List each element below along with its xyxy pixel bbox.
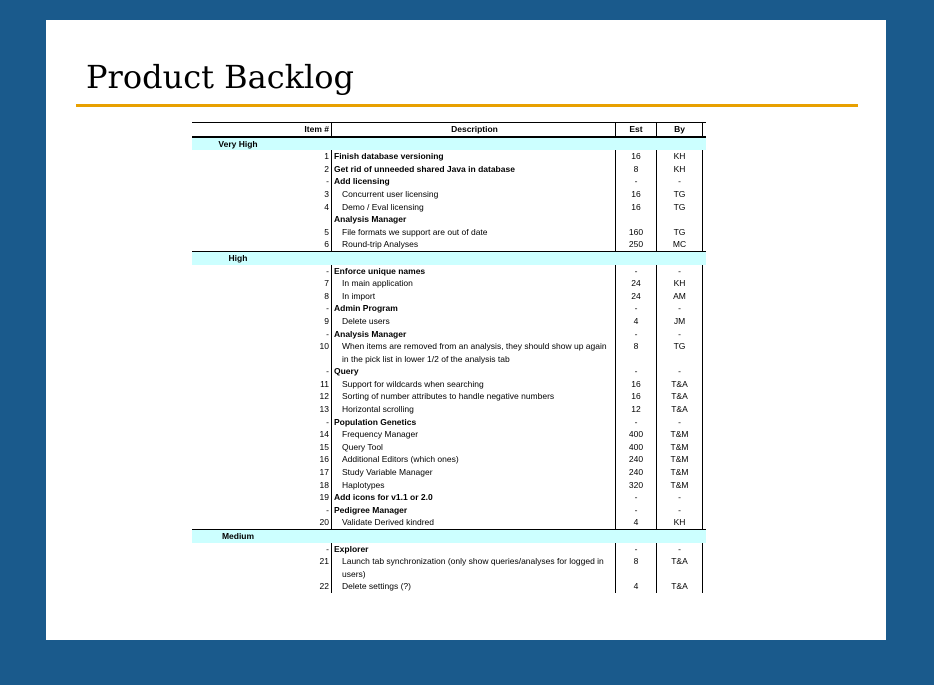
item-description: Horizontal scrolling (342, 404, 414, 415)
header-category (192, 123, 284, 136)
table-row (192, 543, 706, 556)
row-category-cell (192, 302, 284, 315)
item-description: Launch tab synchronization (only show queries/analyses for logged in users) (342, 556, 604, 579)
item-description: Population Genetics (334, 416, 417, 427)
item-owner: - (657, 416, 703, 429)
item-estimate: - (615, 175, 657, 188)
category-label: Very High (218, 138, 258, 149)
item-estimate: 4 (615, 580, 657, 593)
item-owner: - (657, 365, 703, 378)
row-category-cell (192, 466, 284, 479)
item-owner: - (657, 175, 703, 188)
item-number: 3 (284, 188, 332, 201)
table-header-row (192, 122, 706, 137)
table-row (192, 580, 706, 593)
category-row (192, 529, 706, 543)
item-estimate: 250 (615, 238, 657, 251)
item-owner: TG (657, 201, 703, 214)
item-estimate: 400 (615, 428, 657, 441)
table-row (192, 226, 706, 239)
row-category-cell (192, 163, 284, 176)
header-item: Item # (284, 123, 332, 136)
item-estimate: - (615, 328, 657, 341)
table-row (192, 390, 706, 403)
table-row (192, 441, 706, 454)
item-number: 2 (284, 163, 332, 176)
item-estimate: 8 (615, 163, 657, 176)
row-category-cell (192, 555, 284, 580)
item-number: 15 (284, 441, 332, 454)
item-estimate (615, 213, 657, 226)
item-owner: T&A (657, 390, 703, 403)
table-row (192, 516, 706, 529)
item-number: - (284, 265, 332, 278)
item-estimate: 16 (615, 378, 657, 391)
item-description: In main application (342, 278, 413, 289)
slide (46, 20, 886, 640)
item-owner: T&M (657, 441, 703, 454)
item-estimate: - (615, 491, 657, 504)
item-description: Concurrent user licensing (342, 188, 439, 199)
table-row (192, 213, 706, 226)
item-number: 13 (284, 403, 332, 416)
item-number: 7 (284, 277, 332, 290)
item-number: 6 (284, 238, 332, 251)
item-description: Explorer (334, 543, 369, 554)
table-row (192, 466, 706, 479)
title-underline (76, 104, 858, 107)
item-number: - (284, 175, 332, 188)
table-row (192, 290, 706, 303)
item-owner: - (657, 265, 703, 278)
item-owner: T&M (657, 479, 703, 492)
item-owner: - (657, 543, 703, 556)
row-category-cell (192, 543, 284, 556)
item-estimate: 240 (615, 453, 657, 466)
item-number: 8 (284, 290, 332, 303)
row-category-cell (192, 213, 284, 226)
slide-title: Product Backlog (86, 58, 355, 96)
item-owner: KH (657, 163, 703, 176)
table-row (192, 150, 706, 163)
item-description: Sorting of number attributes to handle negative numbers (342, 391, 555, 402)
item-estimate: 8 (615, 340, 657, 365)
item-estimate: 240 (615, 466, 657, 479)
row-category-cell (192, 504, 284, 517)
table-row (192, 163, 706, 176)
item-number: 21 (284, 555, 332, 580)
item-owner: T&A (657, 378, 703, 391)
item-description: Haplotypes (342, 479, 385, 490)
item-description: Support for wildcards when searching (342, 378, 484, 389)
item-number: - (284, 302, 332, 315)
item-number: - (284, 328, 332, 341)
table-row (192, 277, 706, 290)
item-owner: T&M (657, 428, 703, 441)
item-estimate: 24 (615, 290, 657, 303)
item-owner: MC (657, 238, 703, 251)
item-owner: - (657, 302, 703, 315)
item-description: Validate Derived kindred (342, 517, 434, 528)
item-number: 19 (284, 491, 332, 504)
table-row (192, 365, 706, 378)
item-description: Enforce unique names (334, 265, 426, 276)
category-row (192, 251, 706, 265)
table-row (192, 428, 706, 441)
item-description: Add licensing (334, 176, 390, 187)
table-row (192, 416, 706, 429)
item-owner: T&A (657, 555, 703, 580)
header-description: Description (451, 124, 498, 134)
table-row (192, 479, 706, 492)
item-description: Delete settings (?) (342, 581, 411, 592)
table-row (192, 201, 706, 214)
item-estimate: 8 (615, 555, 657, 580)
row-category-cell (192, 378, 284, 391)
item-estimate: 16 (615, 390, 657, 403)
header-est: Est (615, 123, 657, 136)
item-estimate: - (615, 543, 657, 556)
item-owner: AM (657, 290, 703, 303)
item-owner: KH (657, 277, 703, 290)
item-number: 17 (284, 466, 332, 479)
table-row (192, 315, 706, 328)
item-number: 9 (284, 315, 332, 328)
item-description: Pedigree Manager (334, 504, 408, 515)
item-owner: T&A (657, 580, 703, 593)
row-category-cell (192, 315, 284, 328)
item-description: Delete users (342, 315, 390, 326)
item-description: Query (334, 366, 359, 377)
row-category-cell (192, 340, 284, 365)
item-estimate: - (615, 416, 657, 429)
item-estimate: 4 (615, 516, 657, 529)
item-number: - (284, 504, 332, 517)
row-category-cell (192, 491, 284, 504)
item-estimate: 16 (615, 188, 657, 201)
table-row (192, 340, 706, 365)
row-category-cell (192, 238, 284, 251)
item-estimate: - (615, 365, 657, 378)
table-row (192, 378, 706, 391)
item-number: 10 (284, 340, 332, 365)
item-number: 20 (284, 516, 332, 529)
row-category-cell (192, 290, 284, 303)
table-body (192, 137, 706, 593)
table-row (192, 453, 706, 466)
row-category-cell (192, 265, 284, 278)
item-estimate: 16 (615, 201, 657, 214)
table-row (192, 403, 706, 416)
item-estimate: - (615, 265, 657, 278)
row-category-cell (192, 428, 284, 441)
row-category-cell (192, 580, 284, 593)
row-category-cell (192, 150, 284, 163)
item-description: Frequency Manager (342, 429, 419, 440)
item-owner: - (657, 491, 703, 504)
row-category-cell (192, 453, 284, 466)
row-category-cell (192, 277, 284, 290)
item-description: In import (342, 290, 376, 301)
item-estimate: 24 (615, 277, 657, 290)
item-estimate: - (615, 302, 657, 315)
item-number: 22 (284, 580, 332, 593)
row-category-cell (192, 226, 284, 239)
item-number: 5 (284, 226, 332, 239)
item-number: 16 (284, 453, 332, 466)
table-row (192, 491, 706, 504)
item-description: Demo / Eval licensing (342, 201, 424, 212)
backlog-table (192, 122, 706, 593)
item-number: 11 (284, 378, 332, 391)
table-row (192, 175, 706, 188)
row-category-cell (192, 416, 284, 429)
item-description: Additional Editors (which ones) (342, 454, 459, 465)
item-number (284, 213, 332, 226)
item-owner (657, 213, 703, 226)
row-category-cell (192, 328, 284, 341)
item-estimate: - (615, 504, 657, 517)
item-number: 12 (284, 390, 332, 403)
category-row (192, 137, 706, 151)
item-owner: T&M (657, 453, 703, 466)
item-description: When items are removed from an analysis, they should show up again in the pick list in lower 1/2 of the analysis tab (342, 341, 607, 364)
table-row (192, 302, 706, 315)
item-number: 1 (284, 150, 332, 163)
row-category-cell (192, 365, 284, 378)
item-description: Round-trip Analyses (342, 239, 419, 250)
item-number: 18 (284, 479, 332, 492)
item-description: File formats we support are out of date (342, 226, 488, 237)
item-owner: TG (657, 188, 703, 201)
item-owner: T&A (657, 403, 703, 416)
table-row (192, 328, 706, 341)
item-owner: TG (657, 226, 703, 239)
table-row (192, 265, 706, 278)
header-by: By (657, 123, 703, 136)
item-estimate: 320 (615, 479, 657, 492)
item-number: 4 (284, 201, 332, 214)
item-estimate: 12 (615, 403, 657, 416)
item-number: - (284, 416, 332, 429)
item-description: Study Variable Manager (342, 467, 433, 478)
item-description: Get rid of unneeded shared Java in database (334, 163, 515, 174)
category-label: Medium (221, 531, 255, 541)
item-owner: T&M (657, 466, 703, 479)
item-owner: TG (657, 340, 703, 365)
item-estimate: 16 (615, 150, 657, 163)
item-description: Analysis Manager (334, 328, 407, 339)
table-row (192, 238, 706, 251)
item-owner: - (657, 504, 703, 517)
item-description: Finish database versioning (334, 151, 444, 162)
table-row (192, 188, 706, 201)
row-category-cell (192, 390, 284, 403)
category-label: High (228, 252, 248, 263)
row-category-cell (192, 403, 284, 416)
item-description: Query Tool (342, 441, 383, 452)
item-number: - (284, 543, 332, 556)
item-owner: - (657, 328, 703, 341)
item-estimate: 4 (615, 315, 657, 328)
item-number: - (284, 365, 332, 378)
table-row (192, 555, 706, 580)
item-description: Admin Program (334, 303, 398, 314)
row-category-cell (192, 175, 284, 188)
row-category-cell (192, 441, 284, 454)
row-category-cell (192, 201, 284, 214)
item-number: 14 (284, 428, 332, 441)
item-owner: KH (657, 516, 703, 529)
table-row (192, 504, 706, 517)
item-description: Add icons for v1.1 or 2.0 (334, 492, 433, 503)
item-description: Analysis Manager (334, 214, 407, 225)
row-category-cell (192, 479, 284, 492)
item-estimate: 400 (615, 441, 657, 454)
row-category-cell (192, 516, 284, 529)
item-owner: JM (657, 315, 703, 328)
row-category-cell (192, 188, 284, 201)
item-estimate: 160 (615, 226, 657, 239)
item-owner: KH (657, 150, 703, 163)
